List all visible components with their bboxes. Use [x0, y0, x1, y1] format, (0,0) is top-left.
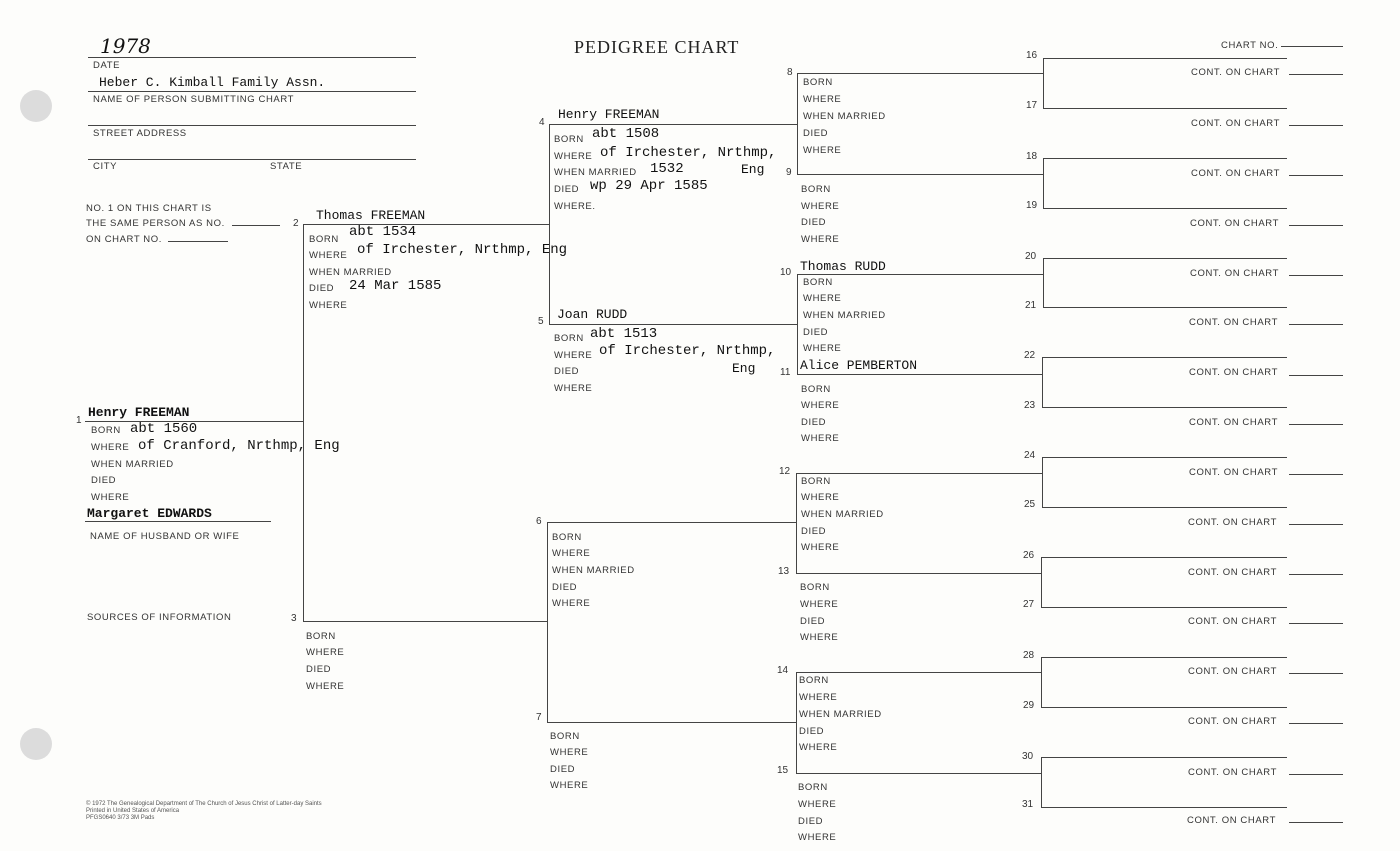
number-30: 30 — [1022, 751, 1034, 762]
p27-line — [1041, 607, 1287, 608]
number-20: 20 — [1025, 251, 1037, 262]
cont-19-line — [1289, 225, 1343, 226]
state-label: STATE — [270, 161, 303, 172]
number-4: 4 — [539, 117, 545, 128]
p2-died-label: DIED — [309, 283, 335, 294]
p30-line — [1041, 757, 1287, 758]
number-12: 12 — [779, 466, 791, 477]
p28-line — [1041, 657, 1287, 658]
p15-born-label: BORN — [798, 782, 828, 793]
p22-line — [1042, 357, 1287, 358]
cont-23-label: CONT. ON CHART — [1189, 417, 1278, 428]
street-label: STREET ADDRESS — [93, 128, 187, 139]
spouse-name: Margaret EDWARDS — [87, 506, 212, 521]
p2-born: abt 1534 — [349, 224, 417, 240]
p14-line — [796, 672, 1042, 673]
p11-line — [797, 374, 1043, 375]
street-line — [88, 125, 416, 126]
cont-16-line — [1289, 74, 1343, 75]
p11-died-label: DIED — [801, 417, 827, 428]
cont-27-label: CONT. ON CHART — [1188, 616, 1277, 627]
number-22: 22 — [1024, 350, 1036, 361]
p4-died: wp 29 Apr 1585 — [590, 178, 708, 194]
p9-line — [797, 174, 1043, 175]
p14-born-label: BORN — [799, 675, 829, 686]
page-title: PEDIGREE CHART — [574, 37, 740, 57]
p15-where2-label: WHERE — [798, 832, 837, 843]
number-11: 11 — [780, 367, 791, 378]
p4-where-cont: Eng — [741, 162, 765, 177]
bracket-13 — [1041, 557, 1042, 607]
city-line — [88, 159, 416, 160]
bracket-14 — [1041, 657, 1042, 707]
p3-where2-label: WHERE — [306, 681, 345, 692]
spouse-line — [85, 521, 271, 522]
cont-29-label: CONT. ON CHART — [1188, 716, 1277, 727]
p20-line — [1043, 258, 1287, 259]
cont-16-label: CONT. ON CHART — [1191, 67, 1280, 78]
p19-line — [1043, 208, 1287, 209]
bracket-7 — [796, 672, 797, 773]
same-person-line-3: ON CHART NO. — [86, 234, 162, 245]
number-14: 14 — [777, 665, 789, 676]
punch-hole-top — [20, 90, 52, 122]
p14-died-label: DIED — [799, 726, 825, 737]
p11-where-label: WHERE — [801, 400, 840, 411]
p12-married-label: WHEN MARRIED — [801, 509, 884, 520]
p12-died-label: DIED — [801, 526, 827, 537]
p5-where2-label: WHERE — [554, 383, 593, 394]
same-person-line-1: NO. 1 ON THIS CHART IS — [86, 203, 212, 214]
p15-line — [796, 773, 1042, 774]
p3-line — [303, 621, 547, 622]
p2-where: of Irchester, Nrthmp, Eng — [357, 242, 568, 258]
number-19: 19 — [1026, 200, 1038, 211]
number-8: 8 — [787, 67, 793, 78]
p10-died-label: DIED — [803, 327, 829, 338]
p4-married: 1532 — [650, 161, 684, 177]
p1-where-label: WHERE — [91, 442, 130, 453]
chart-no-label: CHART NO. — [1221, 40, 1279, 51]
p6-where2-label: WHERE — [552, 598, 591, 609]
number-17: 17 — [1026, 100, 1038, 111]
p8-where-label: WHERE — [803, 94, 842, 105]
cont-28-line — [1289, 673, 1343, 674]
cont-31-label: CONT. ON CHART — [1187, 815, 1276, 826]
number-29: 29 — [1023, 700, 1035, 711]
number-13: 13 — [778, 566, 790, 577]
submitter-line — [88, 91, 416, 92]
p5-born-label: BORN — [554, 333, 584, 344]
cont-23-line — [1289, 424, 1343, 425]
p29-line — [1041, 707, 1287, 708]
cont-20-label: CONT. ON CHART — [1190, 268, 1279, 279]
number-3: 3 — [291, 613, 297, 624]
sources-label: SOURCES OF INFORMATION — [87, 612, 232, 623]
number-27: 27 — [1023, 599, 1035, 610]
p3-where-label: WHERE — [306, 647, 345, 658]
copyright-line: © 1972 The Genealogical Department of The Church of Jesus Christ of Latter-day Saints — [86, 801, 322, 807]
p6-where-label: WHERE — [552, 548, 591, 559]
cont-25-line — [1289, 524, 1343, 525]
bracket-15 — [1041, 757, 1042, 807]
p13-line — [796, 573, 1042, 574]
cont-18-label: CONT. ON CHART — [1191, 168, 1280, 179]
p9-where-label: WHERE — [801, 201, 840, 212]
p10-where2-label: WHERE — [803, 343, 842, 354]
p8-married-label: WHEN MARRIED — [803, 111, 886, 122]
p4-where: of Irchester, Nrthmp, — [600, 145, 777, 161]
p10-name: Thomas RUDD — [800, 259, 886, 274]
p4-married-label: WHEN MARRIED — [554, 167, 637, 178]
p7-where-label: WHERE — [550, 747, 589, 758]
same-chart-blank — [168, 241, 228, 242]
number-28: 28 — [1023, 650, 1035, 661]
p7-died-label: DIED — [550, 764, 576, 775]
p6-died-label: DIED — [552, 582, 578, 593]
number-26: 26 — [1023, 550, 1035, 561]
p10-line — [797, 274, 1043, 275]
number-9: 9 — [786, 167, 792, 178]
chart-no-line — [1281, 46, 1343, 47]
date-label: DATE — [93, 60, 121, 71]
cont-27-line — [1289, 623, 1343, 624]
cont-24-line — [1289, 474, 1343, 475]
p8-died-label: DIED — [803, 128, 829, 139]
number-1: 1 — [76, 415, 82, 426]
p5-where-label: WHERE — [554, 350, 593, 361]
number-6: 6 — [536, 516, 542, 527]
p1-where: of Cranford, Nrthmp, Eng — [138, 438, 340, 454]
p5-died-label: DIED — [554, 366, 580, 377]
number-15: 15 — [777, 765, 789, 776]
cont-22-line — [1289, 375, 1343, 376]
p3-died-label: DIED — [306, 664, 332, 675]
p4-name: Henry FREEMAN — [558, 107, 660, 122]
p1-born-label: BORN — [91, 425, 121, 436]
bracket-8 — [1043, 58, 1044, 108]
cont-25-label: CONT. ON CHART — [1188, 517, 1277, 528]
p2-where-label: WHERE — [309, 250, 348, 261]
bracket-11 — [1042, 357, 1043, 407]
cont-21-line — [1289, 324, 1343, 325]
p5-name: Joan RUDD — [557, 307, 628, 322]
p31-line — [1041, 807, 1287, 808]
bracket-3 — [547, 522, 548, 722]
p8-born-label: BORN — [803, 77, 833, 88]
number-18: 18 — [1026, 151, 1038, 162]
p4-born-label: BORN — [554, 134, 584, 145]
p17-line — [1043, 108, 1287, 109]
p5-line — [549, 324, 797, 325]
cont-18-line — [1289, 175, 1343, 176]
number-2: 2 — [293, 218, 299, 229]
p5-born: abt 1513 — [590, 326, 658, 342]
number-31: 31 — [1022, 799, 1034, 810]
p12-born-label: BORN — [801, 476, 831, 487]
p15-where-label: WHERE — [798, 799, 837, 810]
number-7: 7 — [536, 712, 542, 723]
cont-29-line — [1289, 723, 1343, 724]
p6-born-label: BORN — [552, 532, 582, 543]
p1-name: Henry FREEMAN — [88, 405, 190, 420]
p11-born-label: BORN — [801, 384, 831, 395]
p15-died-label: DIED — [798, 816, 824, 827]
p24-line — [1042, 457, 1287, 458]
p1-born: abt 1560 — [130, 421, 198, 437]
p5-where: of Irchester, Nrthmp, — [599, 343, 776, 359]
p16-line — [1043, 58, 1287, 59]
cont-17-label: CONT. ON CHART — [1191, 118, 1280, 129]
number-25: 25 — [1024, 499, 1036, 510]
submitter-label: NAME OF PERSON SUBMITTING CHART — [93, 94, 295, 105]
p2-born-label: BORN — [309, 234, 339, 245]
bracket-2 — [549, 124, 550, 324]
cont-26-line — [1289, 574, 1343, 575]
bracket-4 — [797, 73, 798, 174]
cont-22-label: CONT. ON CHART — [1189, 367, 1278, 378]
p9-born-label: BORN — [801, 184, 831, 195]
p21-line — [1043, 307, 1287, 308]
number-21: 21 — [1025, 300, 1037, 311]
cont-21-label: CONT. ON CHART — [1189, 317, 1278, 328]
cont-28-label: CONT. ON CHART — [1188, 666, 1277, 677]
p4-died-label: DIED — [554, 184, 580, 195]
p4-born: abt 1508 — [592, 126, 660, 142]
cont-19-label: CONT. ON CHART — [1190, 218, 1279, 229]
printed-line: Printed in United States of America — [86, 808, 180, 814]
p6-line — [547, 522, 796, 523]
number-16: 16 — [1026, 50, 1038, 61]
p26-line — [1041, 557, 1287, 558]
cont-20-line — [1289, 275, 1343, 276]
cont-30-line — [1289, 774, 1343, 775]
p14-where2-label: WHERE — [799, 742, 838, 753]
p4-where2-label: WHERE. — [554, 201, 596, 212]
p11-where2-label: WHERE — [801, 433, 840, 444]
p9-died-label: DIED — [801, 217, 827, 228]
p8-where2-label: WHERE — [803, 145, 842, 156]
p25-line — [1042, 507, 1287, 508]
bracket-5 — [797, 274, 798, 374]
bracket-12 — [1042, 457, 1043, 507]
p7-born-label: BORN — [550, 731, 580, 742]
p23-line — [1042, 407, 1287, 408]
cont-26-label: CONT. ON CHART — [1188, 567, 1277, 578]
punch-hole-bottom — [20, 728, 52, 760]
p12-line — [796, 473, 1042, 474]
number-24: 24 — [1024, 450, 1036, 461]
submitter-value: Heber C. Kimball Family Assn. — [99, 75, 326, 90]
p14-where-label: WHERE — [799, 692, 838, 703]
p3-born-label: BORN — [306, 631, 336, 642]
form-number: PFGS0640 3/73 3M Pads — [86, 815, 155, 821]
city-label: CITY — [93, 161, 118, 172]
same-person-blank — [232, 225, 280, 226]
p2-married-label: WHEN MARRIED — [309, 267, 392, 278]
p13-born-label: BORN — [800, 582, 830, 593]
p7-where2-label: WHERE — [550, 780, 589, 791]
p5-where-cont: Eng — [732, 361, 756, 376]
p18-line — [1043, 158, 1287, 159]
date-value: 1978 — [100, 34, 151, 58]
p13-died-label: DIED — [800, 616, 826, 627]
number-5: 5 — [538, 316, 544, 327]
p4-where-label: WHERE — [554, 151, 593, 162]
cont-30-label: CONT. ON CHART — [1188, 767, 1277, 778]
bracket-1 — [303, 224, 304, 621]
p11-name: Alice PEMBERTON — [800, 358, 918, 373]
date-line — [88, 57, 416, 58]
p10-married-label: WHEN MARRIED — [803, 310, 886, 321]
same-person-line-2: THE SAME PERSON AS NO. — [86, 218, 225, 229]
p2-name: Thomas FREEMAN — [316, 208, 426, 223]
cont-24-label: CONT. ON CHART — [1189, 467, 1278, 478]
p6-married-label: WHEN MARRIED — [552, 565, 635, 576]
p12-where-label: WHERE — [801, 492, 840, 503]
p4-line — [549, 124, 798, 125]
p2-died: 24 Mar 1585 — [349, 278, 442, 294]
p14-married-label: WHEN MARRIED — [799, 709, 882, 720]
p9-where2-label: WHERE — [801, 234, 840, 245]
p2-line — [303, 224, 549, 225]
number-23: 23 — [1024, 400, 1036, 411]
p7-line — [547, 722, 796, 723]
p1-died-label: DIED — [91, 475, 117, 486]
p1-where2-label: WHERE — [91, 492, 130, 503]
bracket-9 — [1043, 158, 1044, 208]
p10-where-label: WHERE — [803, 293, 842, 304]
p10-born-label: BORN — [803, 277, 833, 288]
p8-line — [797, 73, 1043, 74]
p1-married-label: WHEN MARRIED — [91, 459, 174, 470]
p2-where2-label: WHERE — [309, 300, 348, 311]
number-10: 10 — [780, 267, 792, 278]
p13-where-label: WHERE — [800, 599, 839, 610]
bracket-10 — [1043, 258, 1044, 307]
spouse-label: NAME OF HUSBAND OR WIFE — [90, 531, 240, 542]
p13-where2-label: WHERE — [800, 632, 839, 643]
cont-17-line — [1289, 125, 1343, 126]
bracket-6 — [796, 473, 797, 573]
cont-31-line — [1289, 822, 1343, 823]
p12-where2-label: WHERE — [801, 542, 840, 553]
